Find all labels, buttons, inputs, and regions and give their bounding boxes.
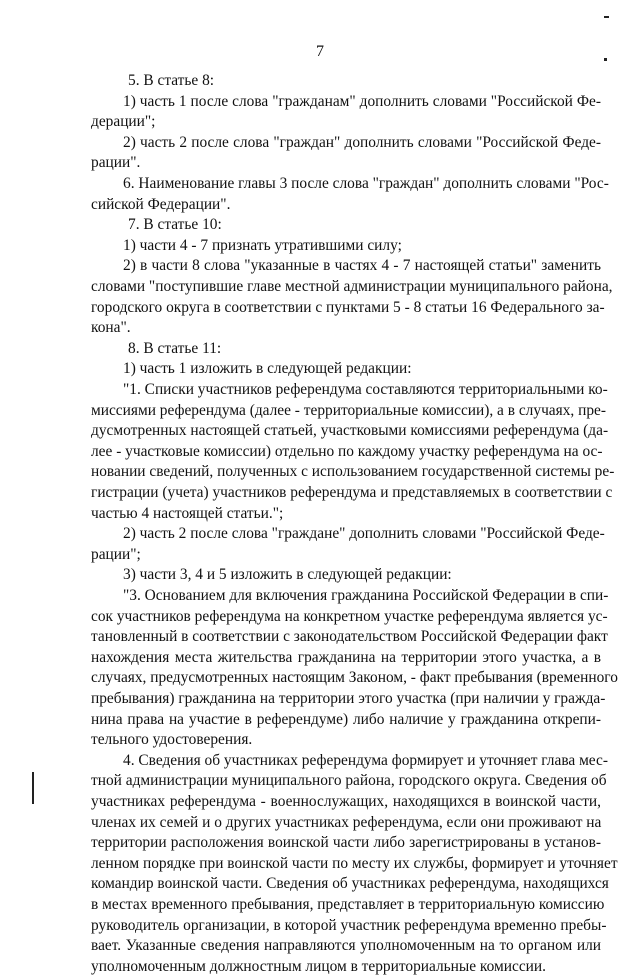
text-line: "3. Основанием для включения гражданина Российской Федерации в спи- <box>123 587 609 604</box>
text-line: кона". <box>91 319 131 337</box>
scan-mark-top-right <box>604 16 609 18</box>
text-line: территории расположения воинской части либо зарегистрированы в установ- <box>91 834 601 852</box>
text-line: 5. В статье 8: <box>128 72 215 89</box>
text-line: тной администрации муниципального района, городского округа. Сведения об <box>91 772 607 790</box>
text-line: нина права на участие в референдуме) либо наличие у гражданина открепи- <box>91 710 601 728</box>
text-line: участниках референдума - военнослужащих, находящихся в воинской части, <box>91 793 601 810</box>
scan-mark-left <box>32 772 34 804</box>
text-line: словами "поступившие главе местной администрации муниципального района, <box>91 278 613 295</box>
page-number: 7 <box>316 43 324 60</box>
text-line: частью 4 настоящей статьи."; <box>91 504 284 522</box>
text-line: 6. Наименование главы 3 после слова "граждан" дополнить словами "Рос- <box>123 175 609 192</box>
text-line: сок участников референдума на конкретном участке референдума является ус- <box>91 607 608 625</box>
text-line: 2) в части 8 слова "указанные в частях 4 - 7 настоящей статьи" заменить <box>123 257 601 275</box>
text-line: 3) части 3, 4 и 5 изложить в следующей редакции: <box>123 566 452 584</box>
text-line: рации"; <box>91 545 141 563</box>
text-line: пребывания) гражданина на территории этого участка (при наличии у гражда- <box>91 690 606 707</box>
text-line: руководитель организации, в которой участник референдума временно пребы- <box>91 916 607 934</box>
text-line: ленном порядке при воинской части по месту их службы, формирует и уточняет <box>91 854 618 872</box>
text-line: 8. В статье 11: <box>128 339 222 357</box>
text-line: 1) части 4 - 7 признать утратившими силу; <box>123 236 402 254</box>
text-line: лее - участковые комиссии) отдельно по каждому участку референдума на ос- <box>91 442 603 460</box>
text-line: дерации"; <box>91 113 156 131</box>
text-line: 2) часть 2 после слова "граждан" дополнить словами "Российской Феде- <box>123 133 601 151</box>
text-line: в местах временного пребывания, представляет в территориальную комиссию <box>91 896 605 913</box>
text-line: новании сведений, полученных с использованием государственной системы ре- <box>91 463 615 481</box>
text-line: миссиями референдума (далее - территориальные комиссии), а в случаях, пре- <box>91 401 606 419</box>
text-line: "1. Списки участников референдума составляются территориальными ко- <box>123 381 608 398</box>
text-line: случаях, предусмотренных настоящим Законом, - факт пребывания (временного <box>91 669 618 687</box>
text-line: вает. Указанные сведения направляются уполномоченным на то органом или <box>91 937 601 955</box>
text-line: командир воинской части. Сведения об участниках референдума, находящихся <box>91 875 609 893</box>
text-line: тановленный в соответствии с законодательством Российской Федерации факт <box>91 628 608 646</box>
text-line: нахождения места жительства гражданина на территории этого участка, а в <box>91 648 601 666</box>
text-line: 4. Сведения об участниках референдума формирует и уточняет глава мес- <box>123 751 608 769</box>
text-line: рации". <box>91 154 141 172</box>
text-line: гистрации (учета) участников референдума и представляемых в соответствии с <box>91 484 613 501</box>
text-line: дусмотренных настоящей статьей, участковыми комиссиями референдума (да- <box>91 422 609 440</box>
text-line: членах их семей и о других участниках референдума, если они проживают на <box>91 813 602 831</box>
text-line: сийской Федерации". <box>91 195 231 213</box>
text-line: уполномоченным должностным лицом в территориальные комиссии. <box>91 957 546 975</box>
text-line: 7. В статье 10: <box>128 216 222 234</box>
text-line: городского округа в соответствии с пунктами 5 - 8 статьи 16 Федерального за- <box>91 298 605 316</box>
text-line: тельного удостоверения. <box>91 731 253 749</box>
text-line: 1) часть 1 изложить в следующей редакции: <box>123 360 412 378</box>
text-line: 2) часть 2 после слова "граждане" дополнить словами "Российской Феде- <box>123 525 605 543</box>
text-line: 1) часть 1 после слова "гражданам" дополнить словами "Российской Фе- <box>123 92 601 110</box>
